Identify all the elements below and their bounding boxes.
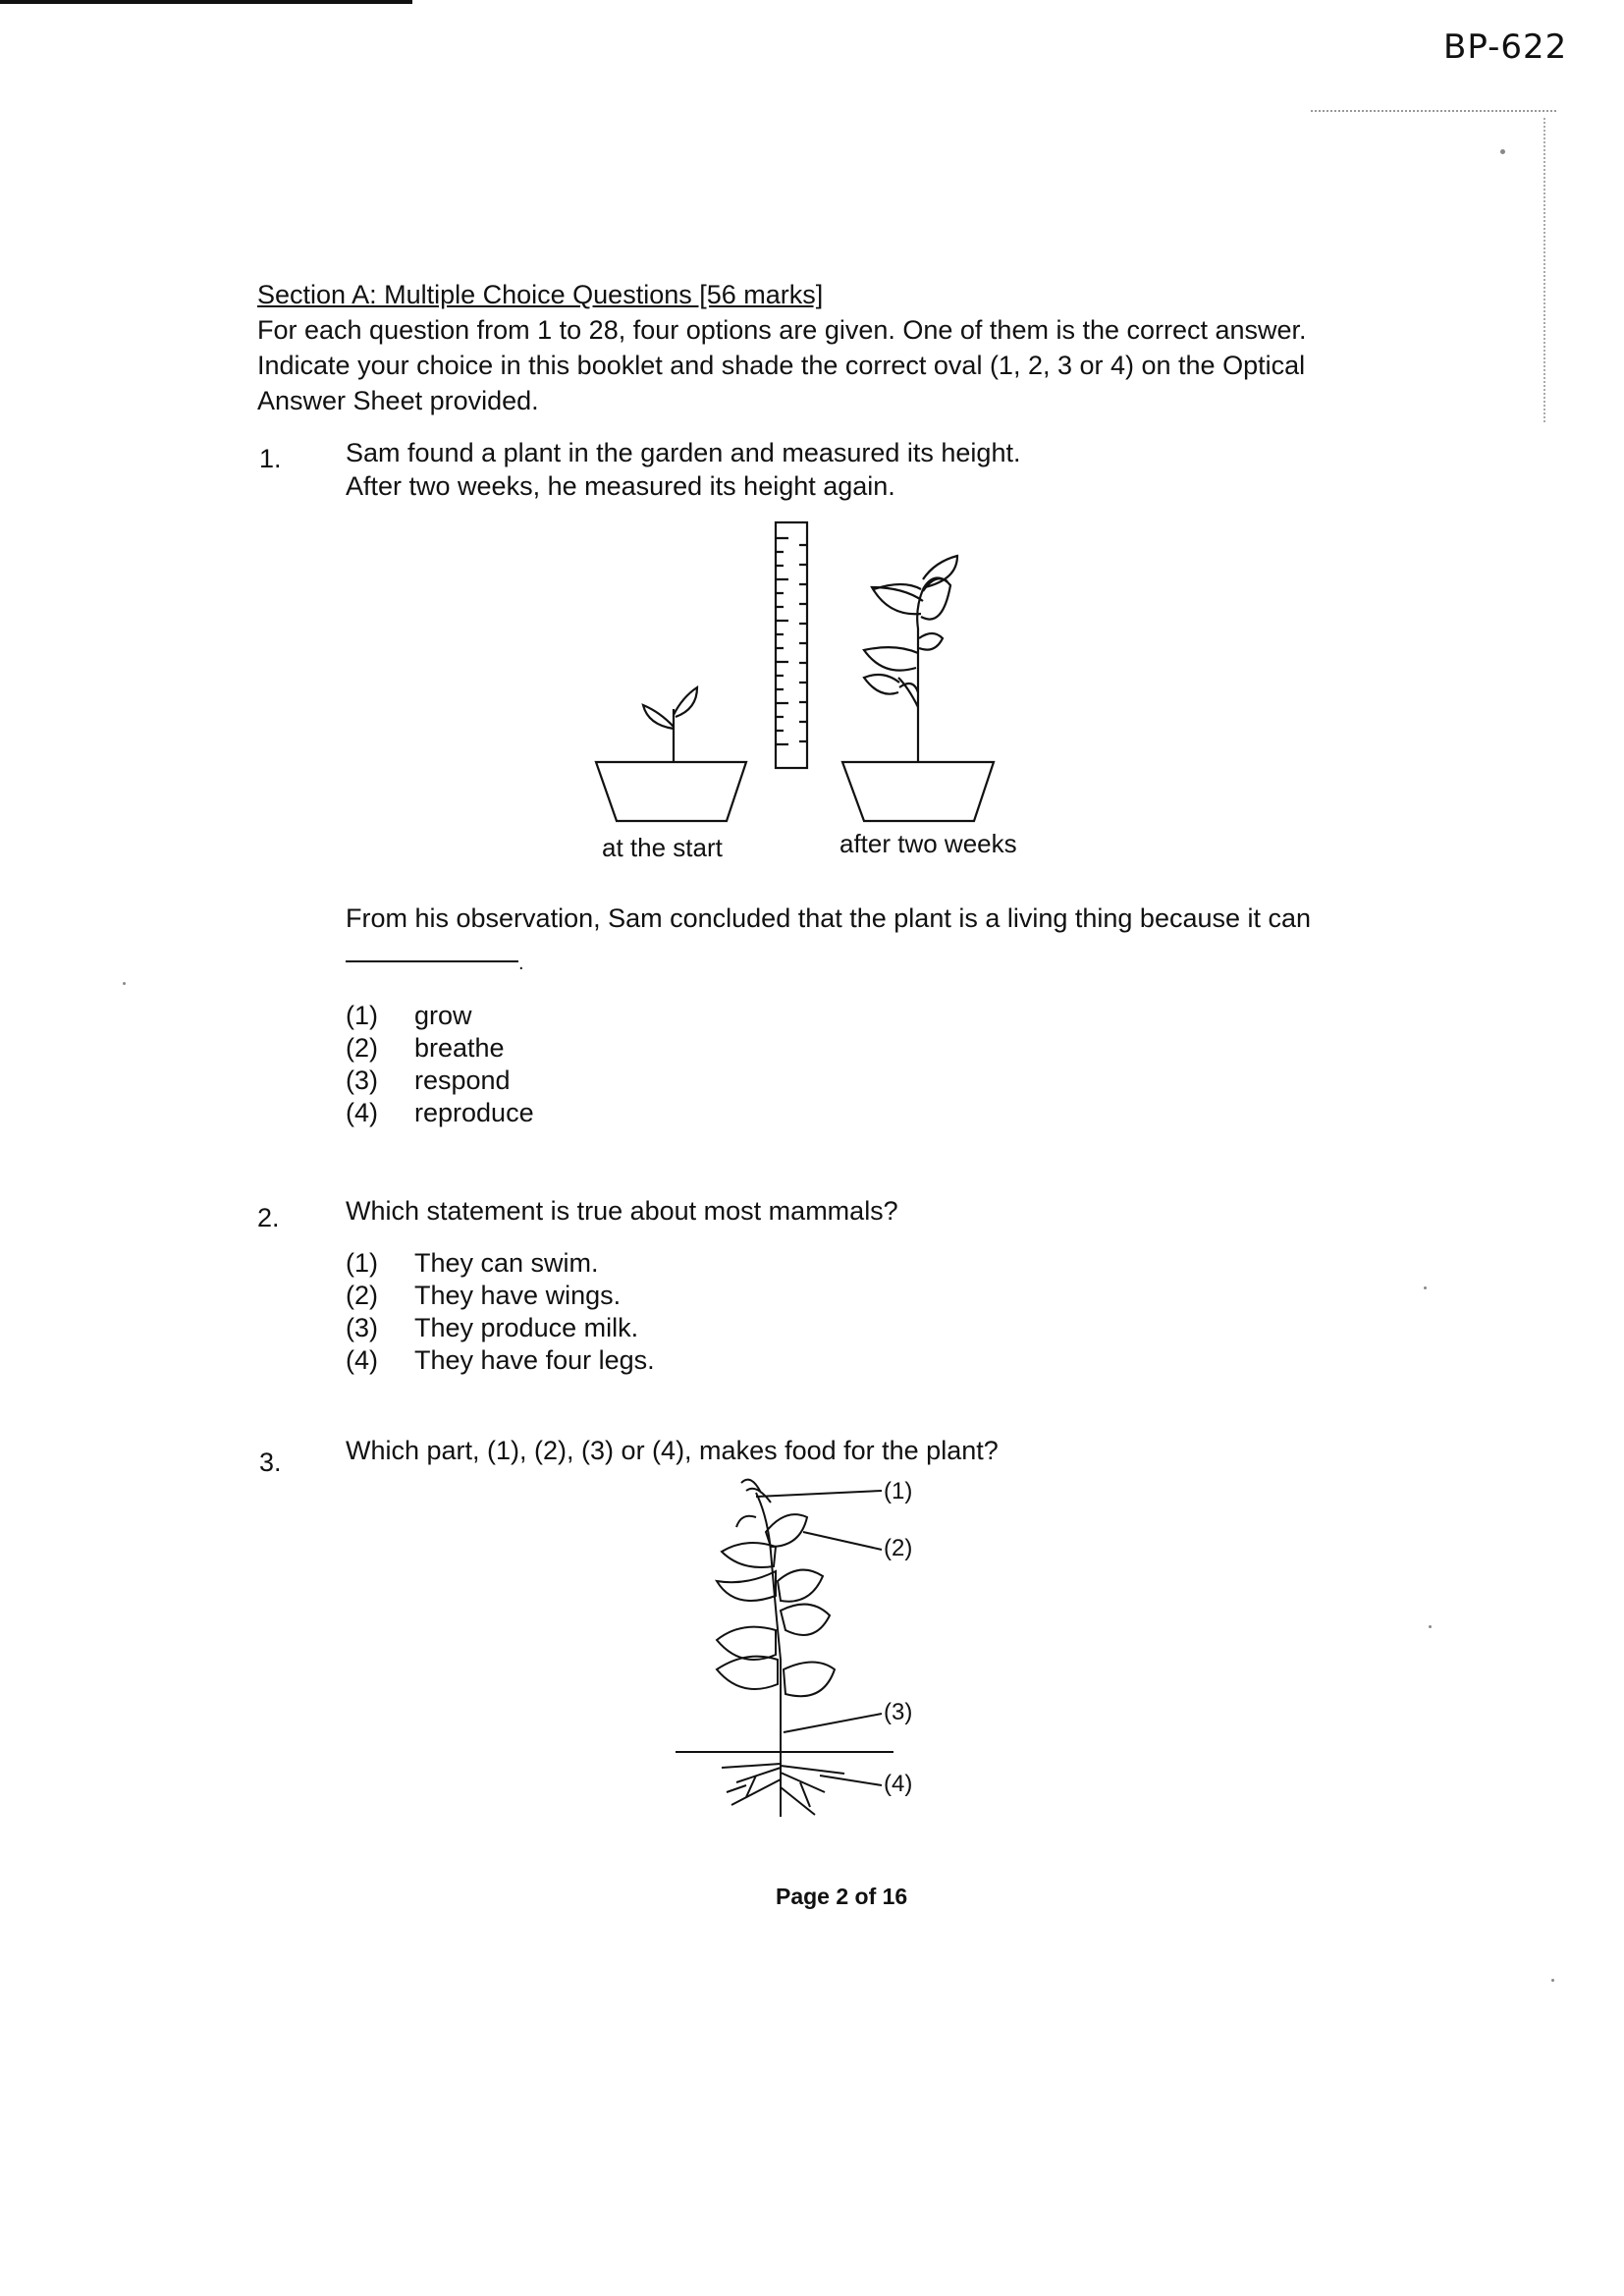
question-1-options [346,1000,534,1129]
option[interactable]: (1) They can swim. [346,1248,599,1278]
plant-roots [722,1758,844,1817]
caption-after-two-weeks: after two weeks [839,829,1017,858]
answer-blank [346,960,518,962]
instruction-line: Indicate your choice in this booklet and shade the correct oval (1, 2, 3 or 4) on the Optical [257,351,1306,380]
question-3-text: Which part, (1), (2), (3) or (4), makes food for the plant? [346,1436,999,1465]
option[interactable]: (4) They have four legs. [346,1345,655,1375]
question-3-number: 3. [259,1448,282,1477]
question-1-stem: From his observation, Sam concluded that the plant is a living thing because it can [346,903,1312,933]
instruction-line: For each question from 1 to 28, four options are given. One of them is the correct answer. [257,315,1307,345]
instruction-line: Answer Sheet provided. [257,386,539,415]
option[interactable]: (4) reproduce [346,1098,534,1127]
pointer-2 [803,1532,882,1550]
plant-label-2: (2) [884,1535,913,1561]
section-title: Section A: Multiple Choice Questions [56 marks] [257,280,824,309]
question-2-options [346,1247,655,1377]
pointer-1 [756,1491,882,1497]
left-seedling [643,687,697,762]
page-number: Page 2 of 16 [776,1884,908,1909]
plant-label-3: (3) [884,1699,913,1725]
left-pot [596,762,746,821]
caption-at-start: at the start [602,833,723,862]
option[interactable]: (2) breathe [346,1033,505,1063]
question-1-line: Sam found a plant in the garden and measured its height. [346,438,1021,467]
plant-label-4: (4) [884,1771,913,1797]
right-pot [842,762,994,821]
option[interactable]: (2) They have wings. [346,1281,622,1310]
ruler-ticks [776,538,807,744]
pointer-4 [820,1776,882,1785]
question-1-number: 1. [259,444,282,473]
question-2-text: Which statement is true about most mammals? [346,1196,898,1226]
question-1-line: After two weeks, he measured its height again. [346,471,895,501]
plant-leaves [717,1480,835,1697]
option[interactable]: (1) grow [346,1001,472,1030]
plant-label-1: (1) [884,1478,913,1504]
question-2-number: 2. [257,1203,280,1232]
option[interactable]: (3) respond [346,1066,511,1095]
right-plant [898,589,923,762]
plant-parts-figure [676,1480,893,1817]
blank-period: . [518,953,524,974]
plant-stem [756,1493,781,1758]
pointer-3 [784,1714,882,1732]
option[interactable]: (3) They produce milk. [346,1313,639,1342]
page-code: BP-622 [1443,27,1568,67]
